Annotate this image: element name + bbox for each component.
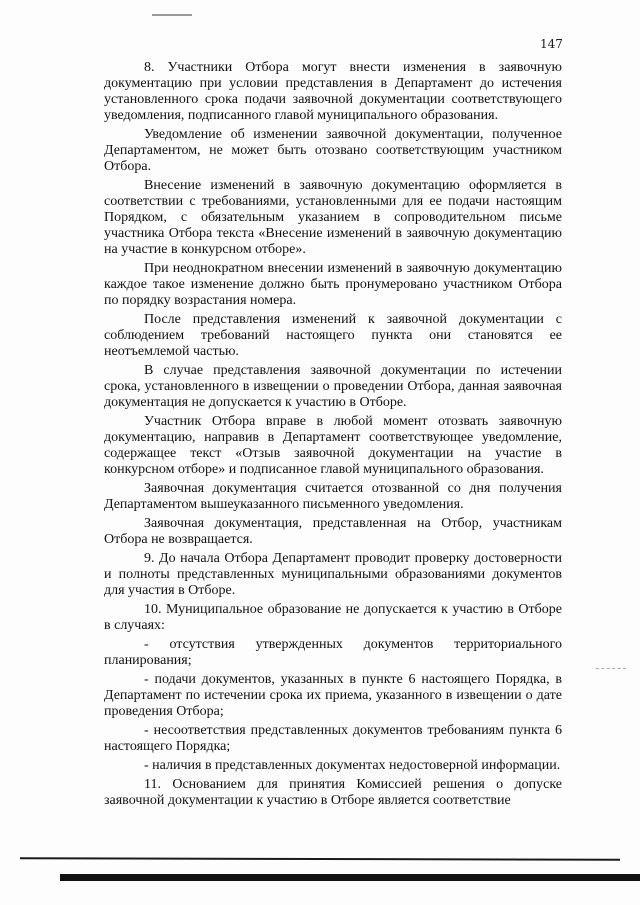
paragraph-10: 10. Муниципальное образование не допускается к участию в Отборе в случаях: [104,602,562,633]
paragraph-changes-format: Внесение изменений в заявочную документацию оформляется в соответствии с требованиями, установленными для ее подачи настоящим Порядком, с обязательным указанием в сопроводительном письме участника Отбора текста «Внесение изменений в заявочную документацию на участие в конкурсном отборе». [104,178,562,257]
list-item-no-planning: - отсутствия утвержденных документов территориального планирования; [104,637,562,668]
paragraph-integral-part: После представления изменений к заявочной документации с соблюдением требований настоящего пункта они становятся ее неотъемлемой частью. [104,312,562,359]
paragraph-withdrawal: Участник Отбора вправе в любой момент отозвать заявочную документацию, направив в Департамент соответствующее уведомление, содержащее текст «Отзыв заявочной документации на участие в конкурсном отборе» и подписанное главой муниципального образования. [104,414,562,477]
list-item-false-info: - наличия в представленных документах недостоверной информации. [144,758,561,773]
document-body [104,60,562,812]
paragraph-withdrawn-date: Заявочная документация считается отозванной со дня получения Департаментом вышеуказанного письменного уведомления. [104,481,562,512]
footer-bar [60,874,640,881]
paragraph-11: 11. Основанием для принятия Комиссией решения о допуске заявочной документации к участию в Отборе является соответствие [104,777,562,808]
paragraph-numbering: При неоднократном внесении изменений в заявочную документацию каждое такое изменение должно быть пронумеровано участником Отбора по порядку возрастания номера. [104,261,562,308]
paragraph-not-returned: Заявочная документация, представленная на Отбор, участникам Отбора не возвращается. [104,516,562,547]
list-item-late-documents: - подачи документов, указанных в пункте 6 настоящего Порядка, в Департамент по истечении срока их приема, указанного в извещении о дате проведения Отбора; [104,672,562,719]
page-number: 147 [540,37,563,51]
paragraph-notification: Уведомление об изменении заявочной документации, полученное Департаментом, не может быть отозвано соответствующим участником Отбора. [104,127,562,174]
paragraph-9: 9. До начала Отбора Департамент проводит проверку достоверности и полноты представленных муниципальными образованиями документов для участия в Отборе. [104,551,562,598]
paragraph-8: 8. Участники Отбора могут внести изменения в заявочную документацию при условии представления в Департамент до истечения установленного срока подачи заявочной документации соответствующего уведомления, подписанного главой муниципального образования. [104,60,562,123]
scan-artifact-top [152,14,192,16]
scan-artifact-side [596,668,626,670]
paragraph-late-submission: В случае представления заявочной документации по истечении срока, установленного в извещении о проведении Отбора, данная заявочная документация не допускается к участию в Отборе. [104,363,562,410]
footer-rule [20,857,620,861]
list-item-nonconformity: - несоответствия представленных документов требованиям пункта 6 настоящего Порядка; [104,723,562,754]
